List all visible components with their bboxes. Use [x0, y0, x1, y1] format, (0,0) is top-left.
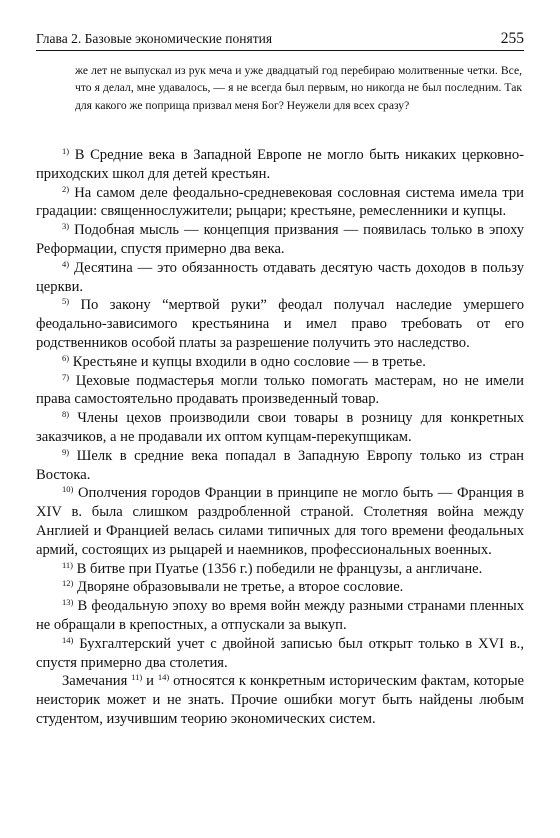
note-1 — [36, 146, 524, 184]
note-text: Ополчения городов Франции в принципе не могло быть — Франция в XIV в. была слишком раздробленной страной. Столетняя война между Англией и Францией велась силами типичных для того времени феодальных армий, состоящих из рыцарей и наемников, профессиональных военных. — [36, 485, 524, 558]
note-number: 9) — [62, 446, 70, 457]
note-text: В Средние века в Западной Европе не могло быть никаких церковно-приходских школ для детей крестьян. — [36, 147, 524, 182]
note-7 — [36, 372, 524, 410]
chapter-title: Глава 2. Базовые экономические понятия — [36, 31, 273, 46]
note-text: Члены цехов производили свои товары в розницу для конкретных заказчиков, а не продавали их оптом купцам-перекупщикам. — [36, 410, 524, 445]
note-number: 1) — [62, 146, 70, 156]
note-text: Крестьяне и купцы входили в одно сословие — в третье. — [72, 353, 426, 370]
closing-text: относятся к конкретным историческим фактам, которые неисторик может и не знать. Прочие ошибки могут быть найдены любым студентом, изучившим теорию экономических систем. — [36, 673, 525, 727]
note-text: Цеховые подмастерья могли только помогать мастерам, но не имели права самостоятельно продавать произведенный товар. — [36, 372, 524, 408]
closing-remark — [36, 672, 524, 728]
note-number: 6) — [62, 352, 70, 363]
note-number: 11) — [62, 559, 74, 570]
note-text: Бухгалтерский учет с двойной записью был открыт только в XVI в., спустя примерно два столетия. — [36, 635, 524, 671]
note-number: 7) — [62, 371, 70, 382]
note-number: 10) — [62, 484, 74, 495]
note-number: 12) — [62, 578, 74, 589]
closing-ref-2: 14) — [157, 672, 170, 683]
note-number: 5) — [62, 296, 70, 307]
page-number: 255 — [500, 30, 524, 47]
closing-word: Замечания — [62, 673, 128, 690]
note-10 — [36, 484, 524, 559]
note-number: 2) — [62, 183, 70, 194]
note-text: В феодальную эпоху во время войн между разными странами пленных не обращали в крепостных, а отпускали за выкуп. — [36, 598, 524, 633]
note-6 — [36, 353, 524, 372]
note-number: 13) — [62, 597, 74, 608]
note-14 — [36, 635, 524, 673]
note-13 — [36, 597, 524, 635]
note-9 — [36, 447, 524, 485]
closing-conj: и — [146, 673, 154, 690]
note-5 — [36, 296, 524, 352]
note-number: 4) — [62, 258, 70, 269]
running-header — [36, 24, 524, 51]
note-text: Дворяне образовывали не третье, а второе сословие. — [77, 579, 404, 596]
note-text: На самом деле феодально-средневековая сословная система имела три градации: священнослужители; рыцари; крестьяне, ремесленники и купцы. — [36, 184, 524, 220]
note-number: 8) — [62, 409, 70, 420]
quote-continuation: же лет не выпускал из рук меча и уже двадцатый год перебираю молитвенные четки. Все, что я делал, мне удавалось, — я не всегда был первым, но никогда не был последним. Так для какого же поприща призвал меня Бог? Неужели для всех сразу? — [75, 64, 522, 112]
note-text: В битве при Пуатье (1356 г.) победили не французы, а англичане. — [76, 560, 483, 577]
note-text: Подобная мысль — концепция призвания — появилась только в эпоху Реформации, спустя примерно два века. — [36, 222, 524, 257]
closing-ref-1: 11) — [131, 672, 143, 683]
note-number: 3) — [62, 221, 70, 232]
note-11 — [36, 560, 524, 579]
note-number: 14) — [62, 634, 74, 645]
note-4 — [36, 259, 524, 297]
note-8 — [36, 409, 524, 447]
notes-list — [36, 146, 524, 729]
note-text: Шелк в средние века попадал в Западную Европу только из стран Востока. — [36, 447, 524, 483]
note-12 — [36, 578, 524, 597]
note-2 — [36, 184, 524, 222]
note-text: Десятина — это обязанность отдавать десятую часть доходов в пользу церкви. — [36, 259, 524, 295]
note-text: По закону “мертвой руки” феодал получал наследие умершего феодально-зависимого крестьянина и имел право требовать от его родственников особой платы за разрешение получить это наследство. — [36, 297, 524, 351]
note-3 — [36, 221, 524, 259]
